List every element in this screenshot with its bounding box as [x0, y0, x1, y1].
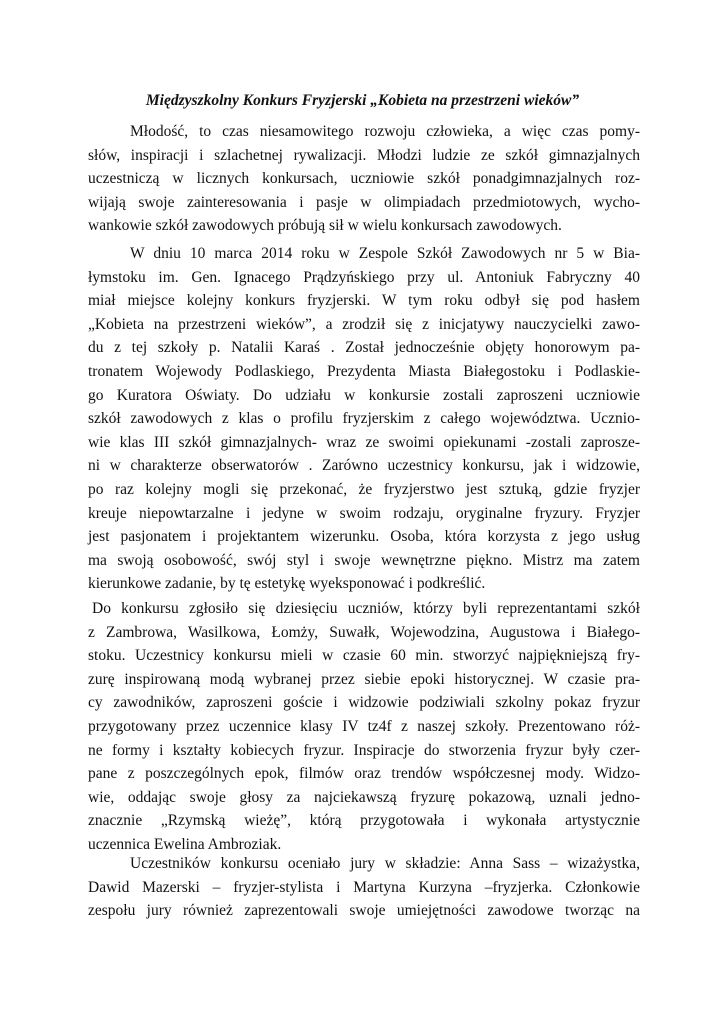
text-line: Młodość, to czas niesamowitego rozwoju człowieka, a więc czas pomy- [130, 123, 640, 140]
text-line: zurę inspirowaną modą wybranej przez siebie epoki historycznej. W czasie pra- [88, 670, 640, 688]
text-line: zespołu jury również zaprezentowali swoje umiejętności zawodowe tworząc na [88, 902, 640, 920]
text-line: Do konkursu zgłosiło się dziesięciu uczniów, którzy byli reprezentantami szkół [92, 600, 640, 617]
text-line: szkół zawodowych z klas o profilu fryzjerskim z całego województwa. Ucznio- [88, 410, 640, 428]
text-line: Uczestników konkursu oceniało jury w składzie: Anna Sass – wizażystka, [130, 855, 640, 872]
text-line: znacznie „Rzymską wieżę”, którą przygotowała i wykonała artystycznie [88, 812, 640, 830]
text-line: łymstoku im. Gen. Ignacego Prądzyńskiego przy ul. Antoniuk Fabryczny 40 [88, 268, 640, 286]
text-line: cy zawodników, zaproszeni goście i widzowie podziwiali szkolny pokaz fryzur [88, 694, 640, 712]
text-line: Dawid Mazerski – fryzjer-stylista i Martyna Kurzyna –fryzjerka. Członkowie [88, 878, 640, 896]
text-line: przygotowany przez uczennice klasy IV tz4f z naszej szkoły. Prezentowano róż- [88, 717, 640, 735]
text-line: pane z poszczególnych epok, filmów oraz trendów współczesnej mody. Widzo- [88, 765, 640, 783]
text-line: stoku. Uczestnicy konkursu mieli w czasie 60 min. stworzyć najpiękniejszą fry- [88, 647, 640, 665]
text-line: po raz kolejny mogli się przekonać, że fryzjerstwo jest sztuką, gdzie fryzjer [88, 480, 640, 498]
text-line: wankowie szkół zawodowych próbują sił w wielu konkursach zawodowych. [88, 217, 562, 235]
text-line: wie, oddając swoje głosy za najciekawszą fryzurę pokazową, uznali jedno- [88, 788, 640, 806]
text-line: miał miejsce kolejny konkurs fryzjerski. W tym roku odbył się pod hasłem [88, 292, 640, 310]
paragraph-2 [88, 242, 640, 596]
text-line: du z tej szkoły p. Natalii Karaś . Został jednocześnie objęty honorowym pa- [88, 339, 640, 357]
text-line: jest pasjonatem i projektantem wizerunku. Osoba, która korzysta z jego usług [88, 528, 640, 546]
text-line: go Kuratora Oświaty. Do udziału w konkursie zostali zaproszeni uczniowie [88, 386, 640, 404]
text-line: z Zambrowa, Wasilkowa, Łomży, Suwałk, Wojewodzina, Augustowa i Białego- [88, 623, 640, 641]
text-line: W dniu 10 marca 2014 roku w Zespole Szkół Zawodowych nr 5 w Bia- [130, 245, 640, 262]
text-line: ne formy i kształty kobiecych fryzur. Inspiracje do stworzenia fryzur były czer- [88, 741, 640, 759]
text-line: ni w charakterze obserwatorów . Zarówno uczestnicy konkursu, jak i widzowie, [88, 457, 640, 475]
text-line: wijają swoje zainteresowania i pasje w olimpiadach przedmiotowych, wycho- [88, 193, 640, 211]
text-line: słów, inspiracji i szlachetnej rywalizacji. Młodzi ludzie ze szkół gimnazjalnych [88, 146, 640, 164]
text-line: kreuje niepowtarzalne i jedyne w swoim rodzaju, oryginalne fryzury. Fryzjer [88, 504, 640, 522]
text-line: „Kobieta na przestrzeni wieków”, a zrodził się z inicjatywy nauczycielki zawo- [88, 315, 640, 333]
text-line: kierunkowe zadanie, by tę estetykę wyeksponować i podkreślić. [88, 575, 486, 593]
text-line: uczestniczą w licznych konkursach, uczniowie szkół ponadgimnazjalnych roz- [88, 170, 640, 188]
text-line: wie klas III szkół gimnazjalnych- wraz ze swoimi opiekunami -zostali zaprosze- [88, 433, 640, 451]
paragraph-1 [88, 120, 640, 238]
text-line: uczennica Ewelina Ambroziak. [88, 835, 282, 853]
document-title: Międzyszkolny Konkurs Fryzjerski „Kobieta na przestrzeni wieków” [145, 92, 580, 109]
text-line: ma swoją osobowość, swój styl i swoje wewnętrzne piękno. Mistrz ma zatem [88, 551, 640, 569]
paragraph-3 [88, 597, 640, 857]
text-line: tronatem Wojewody Podlaskiego, Prezydenta Miasta Białegostoku i Podlaskie- [88, 362, 640, 380]
paragraph-4 [88, 852, 640, 923]
